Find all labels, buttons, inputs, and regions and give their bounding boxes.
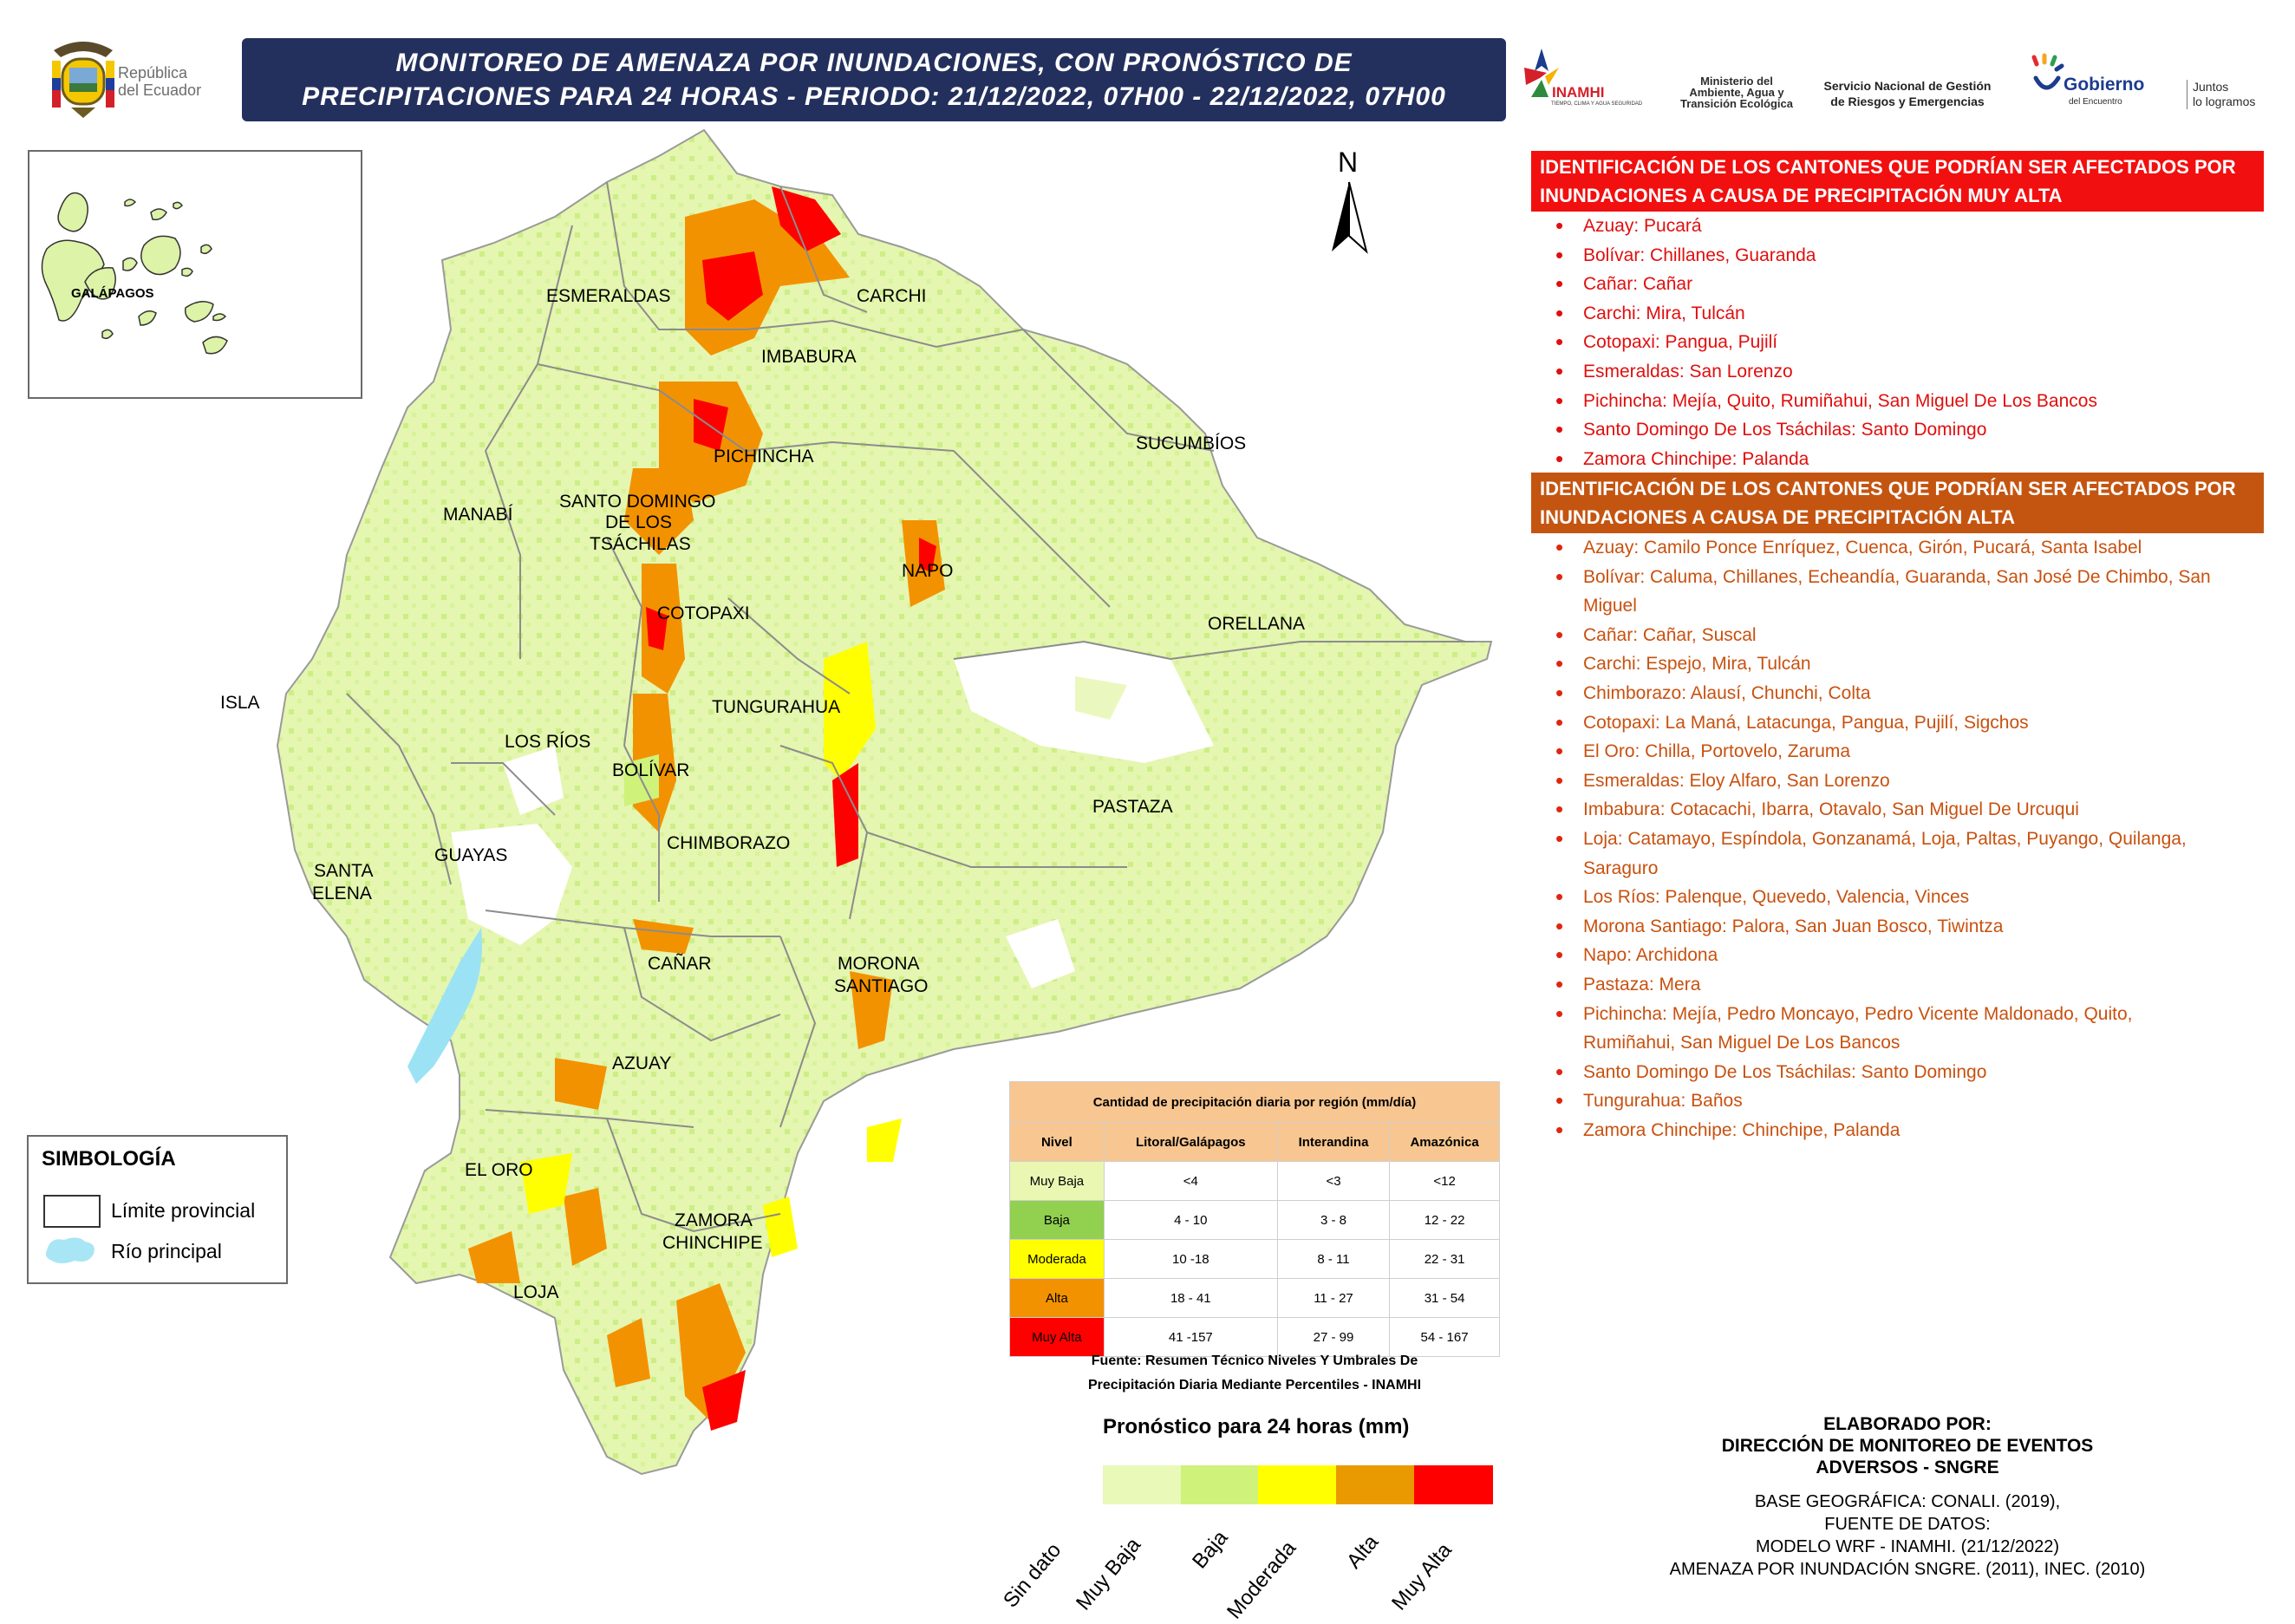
republica-line-2: del Ecuador	[118, 82, 202, 99]
list-item-text: Los Ríos: Palenque, Quevedo, Valencia, Vinces	[1583, 887, 1970, 908]
label-santo-domingo-2: DE LOS	[605, 512, 673, 532]
label-zamora-2: CHINCHIPE	[662, 1233, 763, 1253]
muy-alta-list	[1531, 212, 2264, 473]
list-item	[1583, 825, 2264, 883]
simbologia-title: SIMBOLOGÍA	[42, 1147, 176, 1171]
list-item	[1583, 766, 2264, 796]
list-item	[1583, 941, 2264, 970]
gobierno-logo-icon	[2029, 52, 2067, 108]
label-loja: LOJA	[513, 1282, 559, 1302]
label-isla: ISLA	[220, 693, 260, 713]
list-item-text: Pastaza: Mera	[1583, 974, 1701, 995]
list-item-text: Napo: Archidona	[1583, 945, 1718, 966]
list-item-text: Santo Domingo De Los Tsáchilas: Santo Domingo	[1583, 1061, 1987, 1082]
list-item	[1583, 621, 2264, 650]
list-item	[1583, 883, 2264, 912]
litoral-cell: <4	[1104, 1162, 1277, 1201]
coat-of-arms-logo	[45, 35, 121, 121]
label-guayas: GUAYAS	[434, 845, 508, 865]
table-row	[1010, 1201, 1500, 1240]
label-esmeraldas: ESMERALDAS	[546, 286, 671, 306]
list-item	[1583, 708, 2264, 738]
list-item	[1583, 1000, 2264, 1058]
label-carchi: CARCHI	[857, 286, 927, 306]
list-item-text: Bolívar: Caluma, Chillanes, Echeandía, Guaranda, San José De Chimbo, San	[1583, 566, 2211, 587]
interandina-cell: 3 - 8	[1277, 1201, 1389, 1240]
label-pichincha: PICHINCHA	[714, 447, 814, 466]
alta-heading-line-2: INUNDACIONES A CAUSA DE PRECIPITACIÓN ALTA	[1540, 506, 2015, 528]
nivel-cell: Moderada	[1010, 1240, 1105, 1279]
juntos-line-1: Juntos	[2193, 80, 2229, 94]
swatch-moderada	[1258, 1465, 1336, 1504]
sngre-line-2: de Riesgos y Emergencias	[1830, 95, 1985, 108]
river-swatch-icon	[43, 1233, 99, 1268]
list-item	[1583, 737, 2264, 766]
label-canar: CAÑAR	[648, 954, 712, 974]
republica-text	[118, 64, 201, 99]
swatch-muy-baja	[1103, 1465, 1181, 1504]
list-item-text: Pichincha: Mejía, Pedro Moncayo, Pedro Vicente Maldonado, Quito,	[1583, 1003, 2133, 1024]
interandina-cell: 11 - 27	[1277, 1279, 1389, 1318]
list-item-text: Morona Santiago: Palora, San Juan Bosco, Tiwintza	[1583, 916, 2004, 936]
list-item	[1583, 795, 2264, 825]
list-item: • Bolívar: Chillanes, Guaranda	[1583, 241, 2264, 271]
title-line-1: MONITOREO DE AMENAZA POR INUNDACIONES, CON PRONÓSTICO DE	[395, 49, 1353, 77]
alta-list	[1531, 533, 2264, 1145]
amazonica-cell: 12 - 22	[1390, 1201, 1500, 1240]
precipitation-threshold-table	[1009, 1081, 1500, 1357]
legend-label-moderada: Moderada	[1222, 1536, 1301, 1624]
alta-section	[1531, 473, 2264, 1145]
list-item-text: Imbabura: Cotacachi, Ibarra, Otavalo, San Miguel De Urcuqui	[1583, 799, 2079, 820]
list-item-text: Esmeraldas: Eloy Alfaro, San Lorenzo	[1583, 770, 1890, 791]
label-morona-2: SANTIAGO	[834, 976, 929, 996]
base-line-2: FUENTE DE DATOS:	[1824, 1515, 1991, 1534]
amazonica-cell: 31 - 54	[1390, 1279, 1500, 1318]
label-morona-1: MORONA	[838, 954, 920, 974]
header-litoral: Litoral/Galápagos	[1104, 1123, 1277, 1162]
title-line-2: PRECIPITACIONES PARA 24 HORAS - PERIODO: 21/12/2022, 07H00 - 22/12/2022, 07H00	[302, 82, 1446, 111]
label-napo: NAPO	[902, 561, 954, 581]
gobierno-wordmark: Gobierno	[2064, 75, 2145, 95]
elaborado-por	[1665, 1413, 2150, 1478]
source-line-2: Precipitación Diaria Mediante Percentiles - INAMHI	[1087, 1378, 1422, 1392]
list-item: • Cotopaxi: Pangua, Pujilí	[1583, 328, 2264, 357]
label-santa-elena-1: SANTA	[314, 861, 374, 881]
gobierno-subtitle: del Encuentro	[2069, 97, 2122, 107]
base-line-1: BASE GEOGRÁFICA: CONALI. (2019),	[1754, 1492, 2061, 1511]
table-row	[1010, 1240, 1500, 1279]
muy-alta-heading-line-1: IDENTIFICACIÓN DE LOS CANTONES QUE PODRÍAN SER AFECTADOS POR	[1540, 156, 2236, 178]
river-label: Río principal	[111, 1240, 222, 1262]
label-el-oro: EL ORO	[465, 1160, 533, 1180]
list-item-text: Cañar: Cañar, Suscal	[1583, 624, 1757, 645]
list-item	[1583, 970, 2264, 1000]
list-item: • Esmeraldas: San Lorenzo	[1583, 357, 2264, 387]
label-tungurahua: TUNGURAHUA	[712, 697, 841, 717]
label-los-rios: LOS RÍOS	[505, 732, 591, 752]
legend-label-muy-alta: Muy Alta	[1387, 1538, 1457, 1615]
amazonica-cell: <12	[1390, 1162, 1500, 1201]
label-cotopaxi: COTOPAXI	[657, 603, 750, 623]
list-item-text-cont: Saraguro	[1583, 858, 1659, 878]
table-title: Cantidad de precipitación diaria por región (mm/día)	[1010, 1082, 1500, 1123]
legend-label-sin-dato: Sin dato	[999, 1538, 1066, 1613]
north-arrow-icon	[1332, 147, 1366, 251]
label-manabi: MANABÍ	[443, 505, 513, 525]
label-sucumbios: SUCUMBÍOS	[1136, 434, 1247, 453]
table-header-row	[1010, 1123, 1500, 1162]
list-item	[1583, 912, 2264, 942]
ministerio-logo-text	[1667, 75, 1806, 109]
list-item: • Zamora Chinchipe: Palanda	[1583, 445, 2264, 474]
elaborado-line-3: ADVERSOS - SNGRE	[1816, 1458, 1999, 1477]
label-chimborazo: CHIMBORAZO	[667, 833, 791, 853]
label-orellana: ORELLANA	[1208, 614, 1306, 634]
table-row	[1010, 1162, 1500, 1201]
label-azuay: AZUAY	[612, 1053, 672, 1073]
table-title-row	[1010, 1082, 1500, 1123]
header-nivel: Nivel	[1010, 1123, 1105, 1162]
provincial-limit-swatch	[43, 1195, 101, 1228]
list-item-text: Azuay: Camilo Ponce Enríquez, Cuenca, Girón, Pucará, Santa Isabel	[1583, 538, 2142, 558]
list-item-text-cont: Miguel	[1583, 596, 1637, 616]
forecast-legend-title: Pronóstico para 24 horas (mm)	[1103, 1415, 1410, 1438]
list-item: • Azuay: Pucará	[1583, 212, 2264, 241]
nivel-cell: Alta	[1010, 1279, 1105, 1318]
list-item-text: El Oro: Chilla, Portovelo, Zaruma	[1583, 741, 1851, 762]
juntos-slogan	[2187, 80, 2255, 109]
list-item	[1583, 1086, 2264, 1116]
interandina-cell: <3	[1277, 1162, 1389, 1201]
label-bolivar: BOLÍVAR	[612, 760, 690, 780]
list-item-text: Tungurahua: Baños	[1583, 1091, 1743, 1112]
list-item-text: Cotopaxi: La Maná, Latacunga, Pangua, Pujilí, Sigchos	[1583, 712, 2029, 733]
swatch-baja	[1181, 1465, 1258, 1504]
list-item-text: Loja: Catamayo, Espíndola, Gonzanamá, Loja, Paltas, Puyango, Quilanga,	[1583, 828, 2187, 849]
header-amazonica: Amazónica	[1390, 1123, 1500, 1162]
list-item-text: Chimborazo: Alausí, Chunchi, Colta	[1583, 682, 1871, 703]
amazonica-cell: 54 - 167	[1390, 1318, 1500, 1357]
litoral-cell: 4 - 10	[1104, 1201, 1277, 1240]
label-santo-domingo-3: TSÁCHILAS	[590, 534, 691, 554]
table-row	[1010, 1279, 1500, 1318]
list-item-text: Carchi: Espejo, Mira, Tulcán	[1583, 654, 1811, 675]
list-item	[1583, 679, 2264, 708]
ministerio-line-3: Transición Ecológica	[1679, 97, 1794, 110]
list-item	[1583, 1058, 2264, 1087]
header-interandina: Interandina	[1277, 1123, 1389, 1162]
nivel-cell: Baja	[1010, 1201, 1105, 1240]
provincial-limit-label: Límite provincial	[111, 1199, 256, 1222]
interandina-cell: 27 - 99	[1277, 1318, 1389, 1357]
muy-alta-heading-line-2: INUNDACIONES A CAUSA DE PRECIPITACIÓN MUY ALTA	[1540, 185, 2063, 206]
list-item	[1583, 1116, 2264, 1145]
base-line-3: MODELO WRF - INAMHI. (21/12/2022)	[1755, 1537, 2060, 1556]
interandina-cell: 8 - 11	[1277, 1240, 1389, 1279]
juntos-line-2: lo logramos	[2193, 95, 2256, 108]
list-item: • Cañar: Cañar	[1583, 270, 2264, 299]
legend-label-alta: Alta	[1342, 1530, 1384, 1574]
list-item-text-cont: Rumiñahui, San Miguel De Los Bancos	[1583, 1033, 1901, 1053]
nivel-cell: Muy Baja	[1010, 1162, 1105, 1201]
list-item	[1583, 649, 2264, 679]
elaborado-line-1: ELABORADO POR:	[1823, 1414, 1992, 1434]
label-santo-domingo-1: SANTO DOMINGO	[559, 492, 716, 512]
list-item: • Pichincha: Mejía, Quito, Rumiñahui, San Miguel De Los Bancos	[1583, 387, 2264, 416]
ministerio-line-1: Ministerio del	[1700, 75, 1773, 88]
list-item	[1583, 563, 2264, 621]
sngre-logo-text	[1821, 78, 1994, 109]
label-pastaza: PASTAZA	[1092, 797, 1173, 817]
list-item: • Santo Domingo De Los Tsáchilas: Santo Domingo	[1583, 415, 2264, 445]
title-bar	[242, 38, 1506, 121]
alta-heading	[1531, 473, 2264, 533]
inamhi-wordmark: INAMHI	[1552, 84, 1605, 101]
list-item-text: Zamora Chinchipe: Chinchipe, Palanda	[1583, 1119, 1901, 1140]
muy-alta-heading	[1531, 151, 2264, 212]
data-sources	[1647, 1490, 2168, 1581]
muy-alta-section	[1531, 151, 2264, 473]
galapagos-label: GALÁPAGOS	[71, 286, 154, 301]
republica-line-1: República	[118, 64, 188, 82]
litoral-cell: 10 -18	[1104, 1240, 1277, 1279]
list-item	[1583, 533, 2264, 563]
table-source	[1009, 1349, 1500, 1398]
ministerio-line-2: Ambiente, Agua y	[1689, 86, 1784, 99]
inamhi-tagline: TIEMPO, CLIMA Y AGUA SEGURIDAD	[1551, 101, 1643, 107]
amazonica-cell: 22 - 31	[1390, 1240, 1500, 1279]
legend-label-muy-baja: Muy Baja	[1072, 1533, 1145, 1615]
legend-label-baja: Baja	[1188, 1526, 1233, 1574]
list-item: • Carchi: Mira, Tulcán	[1583, 299, 2264, 329]
alta-heading-line-1: IDENTIFICACIÓN DE LOS CANTONES QUE PODRÍAN SER AFECTADOS POR	[1540, 478, 2236, 499]
swatch-muy-alta	[1414, 1465, 1493, 1504]
label-imbabura: IMBABURA	[761, 347, 857, 367]
litoral-cell: 18 - 41	[1104, 1279, 1277, 1318]
base-line-4: AMENAZA POR INUNDACIÓN SNGRE. (2011), INEC. (2010)	[1669, 1560, 2146, 1579]
label-santa-elena-2: ELENA	[312, 884, 372, 903]
nivel-cell: Muy Alta	[1010, 1318, 1105, 1357]
swatch-alta	[1336, 1465, 1414, 1504]
elaborado-line-2: DIRECCIÓN DE MONITOREO DE EVENTOS	[1721, 1436, 2094, 1456]
source-line-1: Fuente: Resumen Técnico Niveles Y Umbrales De	[1091, 1353, 1418, 1368]
label-zamora-1: ZAMORA	[675, 1210, 753, 1230]
litoral-cell: 41 -157	[1104, 1318, 1277, 1357]
sngre-line-1: Servicio Nacional de Gestión	[1823, 79, 1992, 93]
north-label: N	[1338, 147, 1359, 178]
